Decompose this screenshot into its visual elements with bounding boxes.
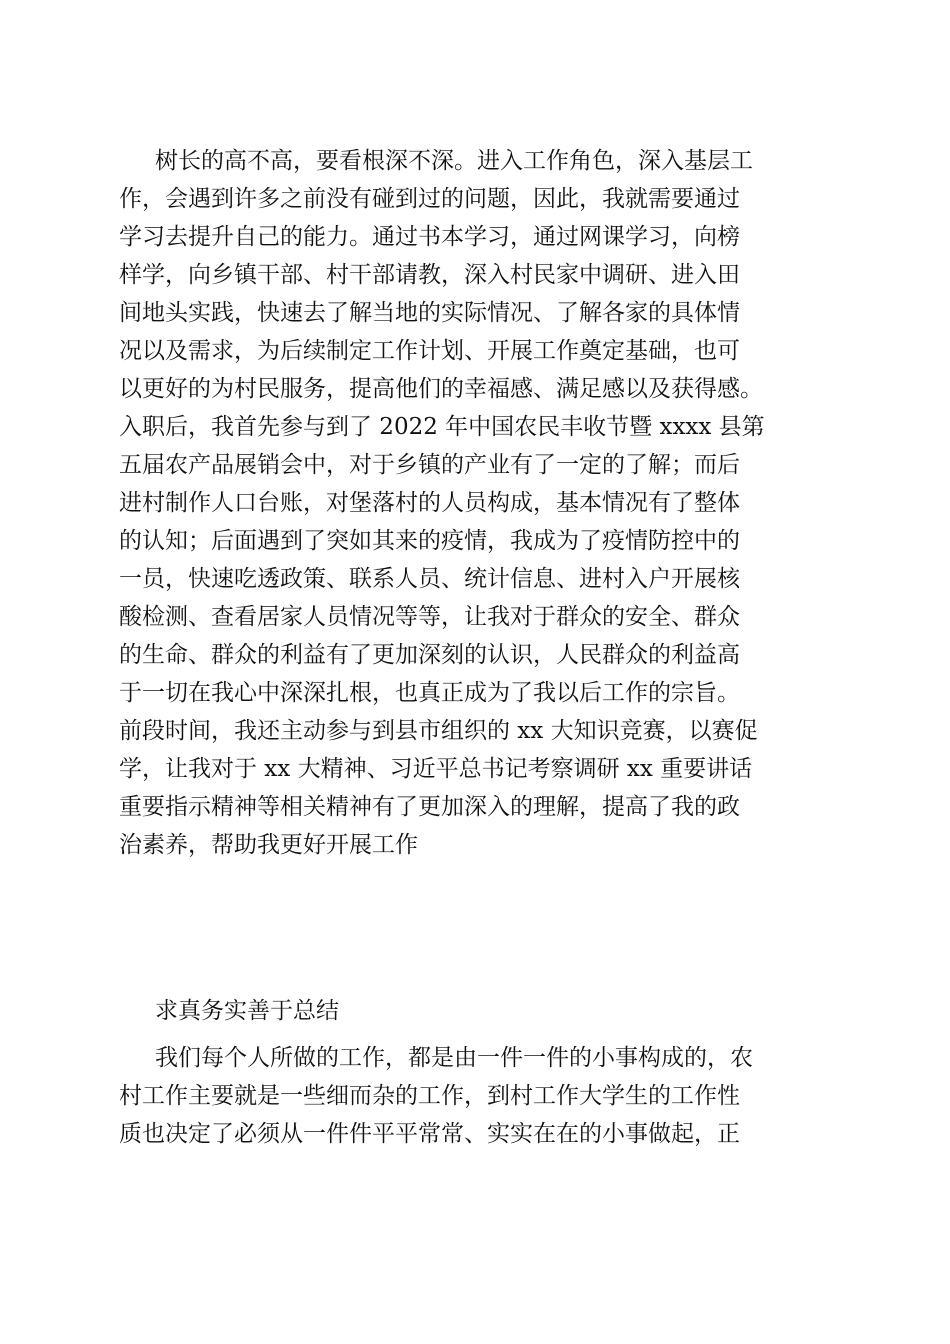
paragraph-small-things xyxy=(119,1039,839,1153)
paragraph-line: 样学，向乡镇干部、村干部请教，深入村民家中调研、进入田 xyxy=(119,262,740,288)
paragraph-line: 质也决定了必须从一件件平平常常、实实在在的小事做起，正 xyxy=(119,1121,740,1147)
section-heading: 求真务实善于总结 xyxy=(155,998,339,1024)
paragraph-line: 况以及需求，为后续制定工作计划、开展工作奠定基础，也可 xyxy=(119,338,740,364)
paragraph-line: 村工作主要就是一些细而杂的工作，到村工作大学生的工作性 xyxy=(119,1083,740,1109)
paragraph-line: 的生命、群众的利益有了更加深刻的认识，人民群众的利益高 xyxy=(119,642,740,668)
paragraph-line: 治素养，帮助我更好开展工作 xyxy=(119,832,418,858)
paragraph-line: 作，会遇到许多之前没有碰到过的问题，因此，我就需要通过 xyxy=(119,186,740,212)
paragraph-line: 一员，快速吃透政策、联系人员、统计信息、进村入户开展核 xyxy=(119,566,740,592)
paragraph-roots-deep xyxy=(119,142,839,864)
paragraph-line: 酸检测、查看居家人员情况等等，让我对于群众的安全、群众 xyxy=(119,604,740,630)
paragraph-line: 重要指示精神等相关精神有了更加深入的理解，提高了我的政 xyxy=(119,794,740,820)
paragraph-line: 的认知；后面遇到了突如其来的疫情，我成为了疫情防控中的 xyxy=(119,528,740,554)
paragraph-line: 进村制作人口台账，对堡落村的人员构成，基本情况有了整体 xyxy=(119,490,740,516)
paragraph-line: 间地头实践，快速去了解当地的实际情况、了解各家的具体情 xyxy=(119,300,740,326)
paragraph-line: 以更好的为村民服务，提高他们的幸福感、满足感以及获得感。 xyxy=(119,376,763,402)
paragraph-line: 于一切在我心中深深扎根，也真正成为了我以后工作的宗旨。 xyxy=(119,680,740,706)
paragraph-line: 五届农产品展销会中，对于乡镇的产业有了一定的了解；而后 xyxy=(119,452,740,478)
paragraph-line: 入职后，我首先参与到了 2022 年中国农民丰收节暨 xxxx 县第 xyxy=(119,414,765,440)
paragraph-line: 学习去提升自己的能力。通过书本学习，通过网课学习，向榜 xyxy=(119,224,740,250)
paragraph-line: 树长的高不高，要看根深不深。进入工作角色，深入基层工 xyxy=(155,148,753,174)
paragraph-line: 前段时间，我还主动参与到县市组织的 xx 大知识竞赛，以赛促 xyxy=(119,718,758,744)
paragraph-line: 我们每个人所做的工作，都是由一件一件的小事构成的，农 xyxy=(155,1045,753,1071)
paragraph-line: 学，让我对于 xx 大精神、习近平总书记考察调研 xx 重要讲话 xyxy=(119,756,753,782)
